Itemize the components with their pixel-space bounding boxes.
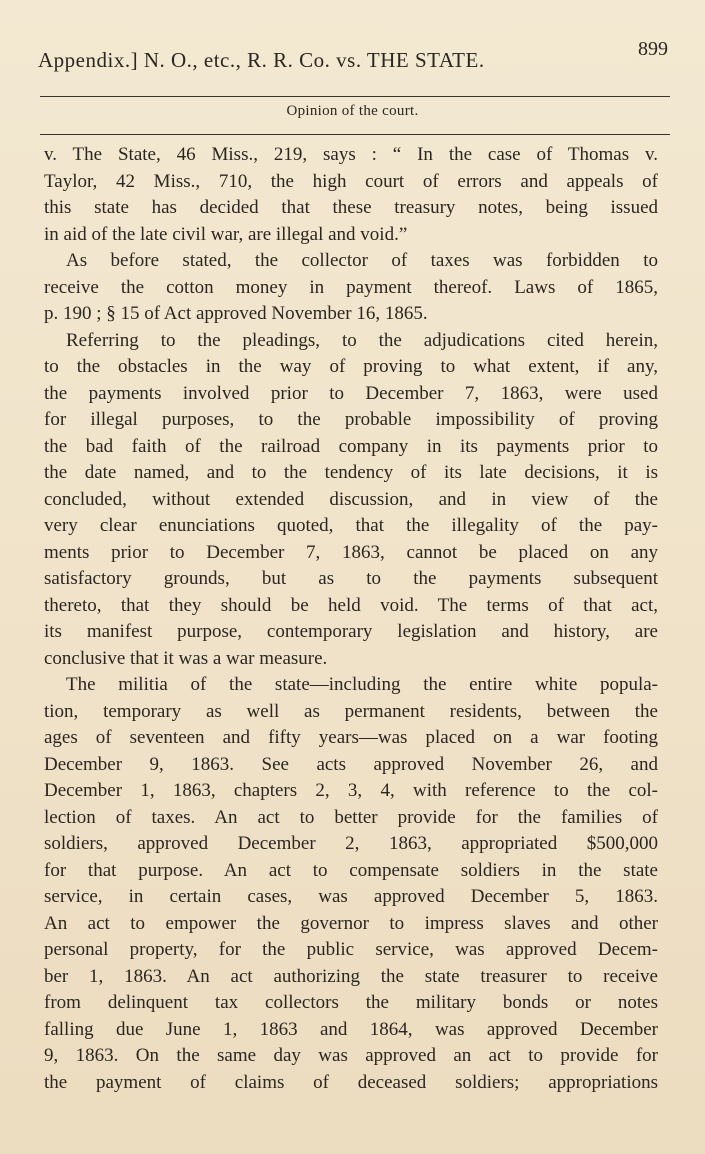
- text-line: v. The State, 46 Miss., 219, says : “ In the case of Thomas v.: [44, 144, 658, 165]
- text-line: December 1, 1863, chapters 2, 3, 4, with reference to the col-: [44, 780, 658, 801]
- text-line: in aid of the late civil war, are illegal and void.”: [44, 223, 408, 245]
- text-line: the bad faith of the railroad company in its payments prior to: [44, 435, 658, 457]
- text-line: Referring to the pleadings, to the adjudications cited herein,: [66, 329, 658, 351]
- text-line: the payments involved prior to December 7, 1863, were used: [44, 382, 658, 404]
- text-line: service, in certain cases, was approved December 5, 1863.: [44, 886, 658, 907]
- text-line: Taylor, 42 Miss., 710, the high court of errors and appeals of: [44, 170, 658, 192]
- text-line: 9, 1863. On the same day was approved an act to provide for: [44, 1045, 658, 1066]
- text-line: the payment of claims of deceased soldiers; appropriations: [44, 1071, 658, 1093]
- text-line: soldiers, approved December 2, 1863, appropriated $500,000: [44, 833, 658, 854]
- text-line: tion, temporary as well as permanent residents, between the: [44, 700, 658, 722]
- text-line: to the obstacles in the way of proving to what extent, if any,: [44, 356, 658, 377]
- header-rule-bottom: [40, 134, 670, 135]
- text-line: conclusive that it was a war measure.: [44, 647, 328, 669]
- body-text: [44, 142, 658, 1096]
- text-line: December 9, 1863. See acts approved November 26, and: [44, 753, 658, 775]
- text-line: very clear enunciations quoted, that the illegality of the pay-: [44, 515, 658, 536]
- text-line: personal property, for the public service, was approved Decem-: [44, 939, 658, 960]
- text-line: concluded, without extended discussion, and in view of the: [44, 488, 658, 510]
- text-line: p. 190 ; § 15 of Act approved November 16, 1865.: [44, 303, 428, 324]
- text-line: ments prior to December 7, 1863, cannot be placed on any: [44, 541, 658, 563]
- text-line: the date named, and to the tendency of its late decisions, it is: [44, 462, 658, 483]
- text-line: this state has decided that these treasury notes, being issued: [44, 197, 658, 218]
- text-line: As before stated, the collector of taxes was forbidden to: [66, 250, 658, 271]
- text-line: satisfactory grounds, but as to the payments subsequent: [44, 568, 658, 589]
- text-line: receive the cotton money in payment thereof. Laws of 1865,: [44, 276, 658, 298]
- text-line: An act to empower the governor to impress slaves and other: [44, 912, 658, 934]
- running-head: [38, 38, 668, 72]
- running-head-title: Appendix.] N. O., etc., R. R. Co. vs. THE STATE.: [38, 48, 485, 72]
- text-line: for that purpose. An act to compensate soldiers in the state: [44, 859, 658, 881]
- text-line: for illegal purposes, to the probable impossibility of proving: [44, 409, 658, 430]
- section-label: Opinion of the court.: [286, 103, 419, 119]
- text-line: thereto, that they should be held void. The terms of that act,: [44, 594, 658, 616]
- text-line: The militia of the state—including the entire white popula-: [66, 674, 658, 695]
- text-line: ber 1, 1863. An act authorizing the state treasurer to receive: [44, 965, 658, 987]
- page-number: 899: [638, 38, 668, 60]
- text-line: its manifest purpose, contemporary legislation and history, are: [44, 621, 658, 642]
- text-line: falling due June 1, 1863 and 1864, was approved December: [44, 1018, 658, 1040]
- text-line: ages of seventeen and fifty years—was placed on a war footing: [44, 727, 658, 748]
- header-rule-top: [40, 96, 670, 97]
- text-line: lection of taxes. An act to better provide for the families of: [44, 806, 658, 828]
- text-line: from delinquent tax collectors the military bonds or notes: [44, 992, 658, 1013]
